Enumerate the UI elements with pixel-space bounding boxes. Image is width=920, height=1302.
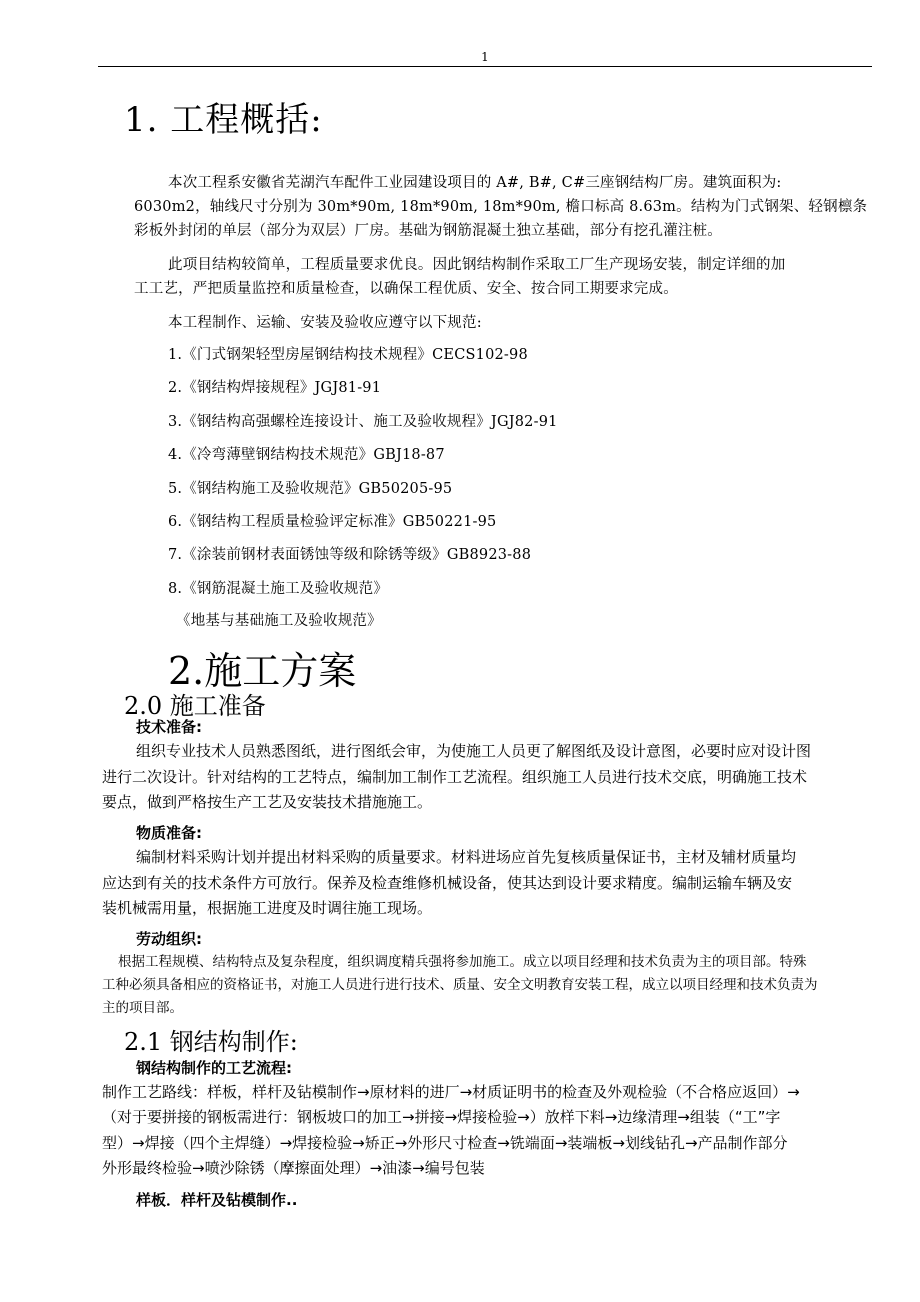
material-prep-line-1: 编制材料采购计划并提出材料采购的质量要求。材料进场应首先复核质量保证书，主材及辅材质量均 (136, 848, 797, 866)
labor-title: 劳动组织: (136, 930, 202, 948)
header-rule (98, 66, 872, 67)
standard-item: 4.《冷弯薄壁钢结构技术规范》GBJ18-87 (168, 447, 445, 463)
page-number: 1 (481, 50, 489, 64)
standard-item: 6.《钢结构工程质量检验评定标准》GB50221-95 (168, 514, 497, 530)
tech-prep-title: 技术准备: (136, 718, 202, 736)
material-prep-title: 物质准备: (136, 824, 202, 842)
labor-line-1: 根据工程规模、结构特点及复杂程度，组织调度精兵强将参加施工。成立以项目经理和技术负责为主的项目部。特殊 (118, 954, 807, 970)
process-title: 钢结构制作的工艺流程: (136, 1059, 292, 1077)
subsection-2-0-heading: 2.0 施工准备 (124, 692, 266, 720)
process-line-4: 外形最终检验→喷沙除锈（摩擦面处理）→油漆→编号包装 (102, 1159, 485, 1177)
template-title: 样板．样杆及钻模制作.. (136, 1191, 298, 1209)
para2-line-2: 工工艺，严把质量监控和质量检查，以确保工程优质、安全、按合同工期要求完成。 (134, 281, 678, 297)
standard-item: 8.《钢筋混凝土施工及验收规范》 (168, 581, 389, 597)
para1-line-1: 本次工程系安徽省芜湖汽车配件工业园建设项目的 A#, B#, C#三座钢结构厂房。建筑面积为: (168, 175, 782, 191)
para2-line-1: 此项目结构较简单，工程质量要求优良。因此钢结构制作采取工厂生产现场安装，制定详细的加 (168, 257, 786, 273)
para1-line-3: 彩板外封闭的单层（部分为双层）厂房。基础为钢筋混凝土独立基础，部分有挖孔灌注桩。 (134, 223, 722, 239)
subsection-2-1-heading: 2.1 钢结构制作: (124, 1028, 298, 1056)
labor-line-3: 主的项目部。 (102, 1000, 183, 1016)
section1-heading: 1. 工程概括: (124, 100, 323, 140)
para1-line-2: 6030m2，轴线尺寸分别为 30m*90m, 18m*90m, 18m*90m, 檐口标高 8.63m。结构为门式钢架、轻钢檩条 (134, 199, 868, 215)
standard-item: 3.《钢结构高强螺栓连接设计、施工及验收规程》JGJ82-91 (168, 414, 558, 430)
standard-item: 2.《钢结构焊接规程》JGJ81-91 (168, 380, 382, 396)
standard-item: 1.《门式钢架轻型房屋钢结构技术规程》CECS102-98 (168, 347, 528, 363)
process-line-1: 制作工艺路线：样板，样杆及钻模制作→原材料的进厂→材质证明书的检查及外观检验（不合格应返回）→ (102, 1083, 800, 1101)
standard-item: 7.《涂装前钢材表面锈蚀等级和除锈等级》GB8923-88 (168, 547, 532, 563)
material-prep-line-2: 应达到有关的技术条件方可放行。保养及检查维修机械设备，使其达到设计要求精度。编制运输车辆及安 (102, 874, 793, 892)
tech-prep-line-2: 进行二次设计。针对结构的工艺特点，编制加工制作工艺流程。组织施工人员进行技术交底，明确施工技术 (102, 768, 808, 786)
tech-prep-line-3: 要点，做到严格按生产工艺及安装技术措施施工。 (102, 793, 433, 811)
tech-prep-line-1: 组织专业技术人员熟悉图纸，进行图纸会审，为使施工人员更了解图纸及设计意图，必要时应对设计图 (136, 742, 812, 760)
para3: 本工程制作、运输、安装及验收应遵守以下规范: (168, 315, 482, 331)
process-line-3: 型）→焊接（四个主焊缝）→焊接检验→矫正→外形尺寸检查→铣端面→装端板→划线钻孔→产品制作部分 (102, 1134, 788, 1152)
process-line-2: （对于要拼接的钢板需进行：钢板坡口的加工→拼接→焊接检验→）放样下料→边缘清理→组装（“工”字 (102, 1108, 781, 1126)
labor-line-2: 工种必须具备相应的资格证书，对施工人员进行进行技术、质量、安全文明教育安装工程，成立以项目经理和技术负责为 (102, 977, 818, 993)
standard-item: 《地基与基础施工及验收规范》 (176, 613, 382, 629)
standard-item: 5.《钢结构施工及验收规范》GB50205-95 (168, 481, 453, 497)
section2-heading: 2.施工方案 (168, 649, 357, 693)
material-prep-line-3: 装机械需用量，根据施工进度及时调往施工现场。 (102, 899, 433, 917)
